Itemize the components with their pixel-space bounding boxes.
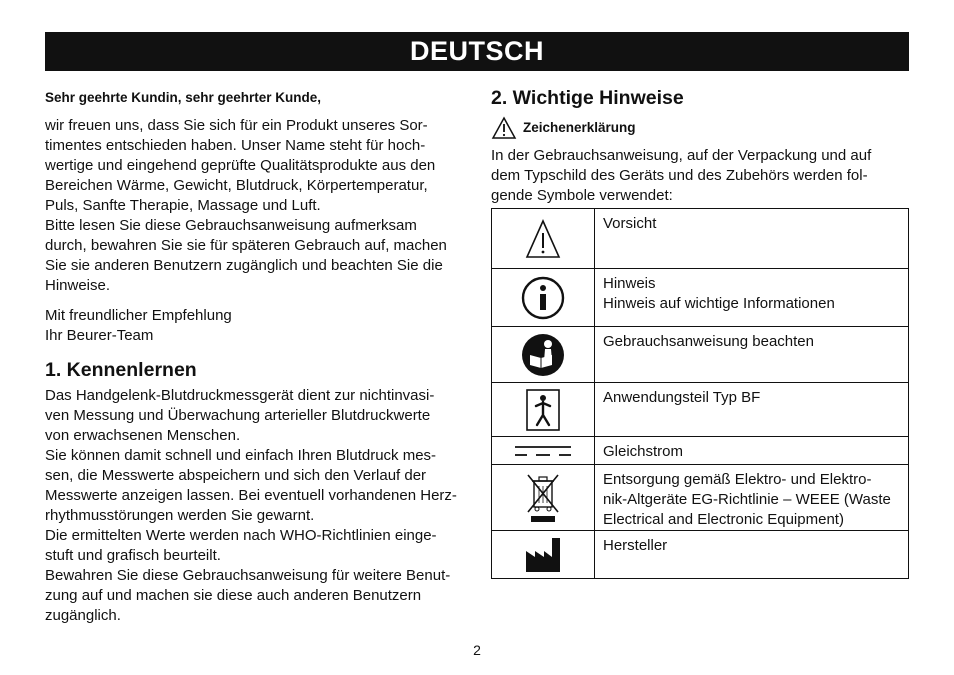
table-row: [492, 437, 909, 465]
closing: Mit freundlicher Empfehlung Ihr Beurer-Team: [45, 307, 232, 344]
table-row: [492, 465, 909, 531]
section-1-title: 1. Kennenlernen: [45, 359, 197, 381]
table-row: [492, 327, 909, 383]
table-row: [492, 209, 909, 269]
info-icon: [520, 275, 566, 321]
language-banner: DEUTSCH: [45, 32, 909, 71]
right-column: [491, 86, 909, 579]
section-2-title: 2. Wichtige Hinweise: [491, 87, 684, 109]
symbol-description: Entsorgung gemäß Elektro- und Elektro- nik-Altgeräte EG-Richtlinie – WEEE (Waste Electrical and Electronic Equipment): [595, 465, 909, 531]
symbol-description: Vorsicht: [595, 209, 909, 269]
table-row: [492, 383, 909, 437]
weee-bin-icon: [525, 472, 561, 524]
symbol-table: [491, 208, 909, 579]
manual-icon: [521, 333, 565, 377]
legend-heading: [491, 116, 909, 140]
section-1-body: Das Handgelenk-Blutdruckmessgerät dient zur nichtinvasi- ven Messung und Überwachung arterieller Blutdruckwerte von erwachsenen Menschen. Sie können damit schnell und einfach Ihren Blutdruck mes- sen, die Messwerte abspeichern und sich den Verlauf der Messwerte anzeigen lassen. Bei eventuell vorhandenen Herz- rhythmusstörungen werden Sie gewarnt. Die ermittelten Werte werden nach WHO-Richtlinien einge- stuft und grafisch beurteilt. Bewahren Sie diese Gebrauchsanweisung für weitere Benut- zung auf und machen sie diese auch anderen Benutzern zugänglich.: [45, 387, 457, 624]
symbol-description: Anwendungsteil Typ BF: [595, 383, 909, 437]
symbols-intro: In der Gebrauchsanweisung, auf der Verpackung und auf dem Typschild des Geräts und des Zubehörs werden fol- gende Symbole verwendet:: [491, 147, 872, 204]
legend-title: Zeichenerklärung: [523, 120, 636, 135]
symbol-description: Gleichstrom: [595, 437, 909, 465]
manufacturer-icon: [525, 537, 561, 573]
table-row: [492, 531, 909, 579]
symbol-description: Gebrauchsanweisung beachten: [595, 327, 909, 383]
direct-current-icon: [513, 443, 573, 459]
intro-paragraph: wir freuen uns, dass Sie sich für ein Produkt unseres Sor- timentes entschieden haben. Unser Name steht für hoch- wertige und eingehend geprüfte Qualitätsprodukte aus den Bereichen Wärme, Gewicht, Blutdruck, Körpertemperatur, Puls, Sanfte Therapie, Massage und Luft. Bitte lesen Sie diese Gebrauchsanweisung aufmerksam durch, bewahren Sie sie für späteren Gebrauch auf, machen Sie sie anderen Benutzern zugänglich und beachten Sie die Hinweise.: [45, 117, 447, 294]
page-number: 2: [473, 642, 481, 658]
salutation: Sehr geehrte Kundin, sehr geehrter Kunde,: [45, 90, 322, 105]
bf-applied-part-icon: [526, 389, 560, 431]
warning-icon: [491, 116, 517, 140]
symbol-description: Hersteller: [595, 531, 909, 579]
symbol-description: Hinweis Hinweis auf wichtige Informationen: [595, 269, 909, 327]
table-row: [492, 269, 909, 327]
warning-icon: [524, 218, 562, 260]
left-column: [45, 88, 470, 626]
